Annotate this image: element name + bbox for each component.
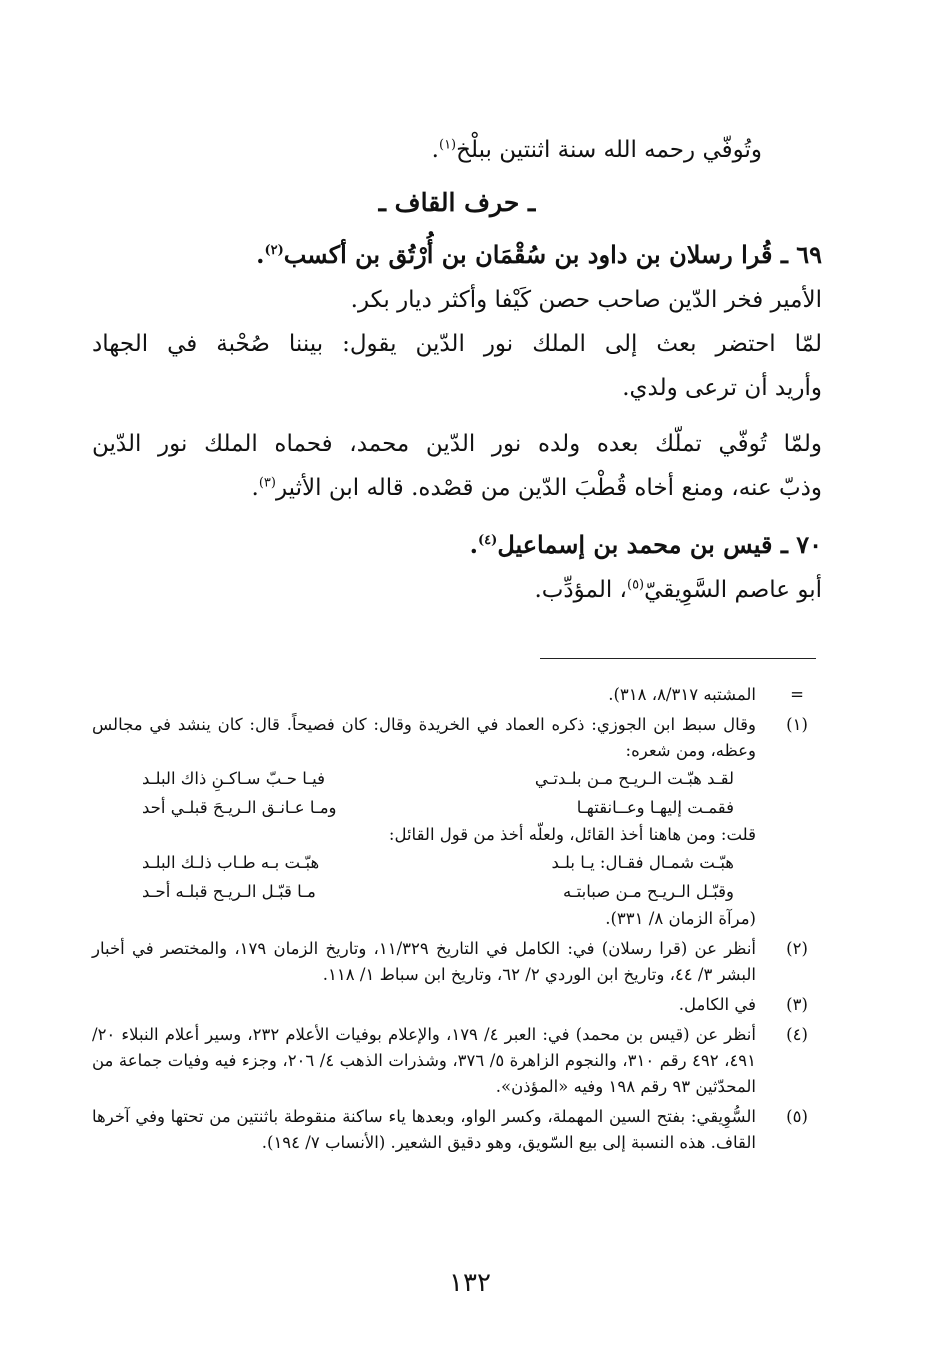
entry-69-para2-text: وذبّ عنه، ومنع أخاه قُطْبَ الدّين من قصْده. قاله ابن الأثير bbox=[275, 475, 822, 501]
entry-69-description: الأمير فخر الدّين صاحب حصن كَيْفا وأكثر ديار بكر. bbox=[350, 287, 822, 313]
poem-block bbox=[92, 764, 756, 822]
entry-69-para1-line1: لمّا احتضر بعث إلى الملك نور الدّين يقول: بيننا صُحْبة في الجهاد bbox=[92, 331, 822, 357]
hemistich: لقـد هبّـت الـريـح مـن بلـدتـي bbox=[534, 769, 734, 788]
footnote-5 bbox=[92, 1104, 822, 1156]
footnote-text: أنظر عن (قرا رسلان) في: الكامل في التاريخ ١١/٣٢٩، وتاريخ الزمان ١٧٩، والمختصر في أخبار البشر ٣/ ٤٤، وتاريخ ابن الوردي ٢/ ٦٢، وتاريخ ابن سباط ١/ ١١٨. bbox=[92, 939, 757, 984]
footnote-ref-5[interactable]: (٥) bbox=[626, 577, 645, 593]
period: . bbox=[256, 240, 265, 269]
section-heading: ـ حرف القاف ـ bbox=[378, 188, 536, 217]
hemistich: ومـا عـانـق الـريـحَ قبلـي أحد bbox=[142, 798, 337, 817]
poem-verse bbox=[142, 877, 734, 906]
death-note-text: وتُوفّي رحمه الله سنة اثنتين ببلْخ bbox=[456, 137, 762, 163]
entry-69-para2-line2 bbox=[92, 466, 822, 510]
footnote-text: السُّوِيقي: بفتح السين المهملة، وكسر الواو، وبعدها ياء ساكنة منقوطة باثنتين من تحتها وفي آخرها القاف. هذه النسبة إلى بيع السّويق، وهو دقيق الشعير. (الأنساب ٧/ ١٩٤). bbox=[92, 1107, 756, 1152]
footnote-marker: = bbox=[790, 685, 804, 704]
poem-verse bbox=[142, 764, 734, 793]
period: . bbox=[251, 475, 259, 501]
footnote-ref-2[interactable]: (٢) bbox=[264, 243, 284, 258]
footnote-ref-1[interactable]: (١) bbox=[438, 137, 457, 153]
entry-69-para2-line1: ولمّا تُوفّي تملّك بعده ولده نور الدّين محمد، فحماه الملك نور الدّين bbox=[92, 431, 822, 457]
footnote-2 bbox=[92, 936, 822, 988]
entry-70-description bbox=[92, 568, 822, 612]
hemistich: وقبّـل الـريـح مـن صبابتـه bbox=[562, 882, 734, 901]
footnote-ref-4[interactable]: (٤) bbox=[478, 533, 498, 548]
footnote-marker: (٥) bbox=[786, 1107, 808, 1126]
footnote-text: المشتبه ٨/٣١٧، ٣١٨). bbox=[608, 685, 756, 704]
hemistich: هبّـت شمـال فقـال: يـا بلـد bbox=[551, 853, 734, 872]
footnote-text: وقال سبط ابن الجوزي: ذكره العماد في الخريدة وقال: كان فصيحاً. قال: كان ينشد في مجالس وعظه، ومن شعره: bbox=[92, 715, 756, 760]
footnotes bbox=[92, 682, 822, 1160]
period: . bbox=[431, 137, 439, 163]
footnote-separator bbox=[540, 658, 816, 659]
footnote-1 bbox=[92, 712, 822, 932]
hemistich: فيـا حـبّ سـاكـنِ ذاك البلـد bbox=[142, 769, 325, 788]
poem-verse bbox=[142, 793, 734, 822]
entry-69-title bbox=[92, 232, 822, 278]
footnote-text: أنظر عن (قيس بن محمد) في: العبر ٤/ ١٧٩، والإعلام بوفيات الأعلام ٢٣٢، وسير أعلام النبلاء ٢٠/ ٤٩١، ٤٩٢ رقم ٣١٠، والنجوم الزاهرة ٥/ ٣٧٦، وشذرات الذهب ٤/ ٢٠٦، وجزء فيه وفيات جماعة من المحدّثين ٩٣ رقم ١٩٨ وفيه «المؤذن». bbox=[92, 1025, 757, 1096]
poem-verse bbox=[142, 848, 734, 877]
footnote-marker: (٤) bbox=[786, 1025, 808, 1044]
entry-69-para1-line2: وأريد أن ترعى ولدي. bbox=[622, 375, 822, 401]
footnote-3 bbox=[92, 992, 822, 1018]
entry-70-title bbox=[92, 522, 822, 568]
entry-70-desc-end: ، المؤدِّب. bbox=[534, 577, 627, 603]
hemistich: مـا قبّـل الـريـح قبلـه أحـد bbox=[142, 882, 316, 901]
footnote-marker: (١) bbox=[786, 715, 808, 734]
footnote-text: (مرآة الزمان ٨/ ٣٣١). bbox=[605, 909, 756, 928]
period: . bbox=[469, 530, 479, 559]
entry-70-desc-text: أبو عاصم السَّوِيقيّ bbox=[644, 577, 822, 603]
entry-69-title-text: ٦٩ ـ قُرا رسلان بن داود بن سُقْمَان بن أُرْتُق بن أكسب bbox=[283, 240, 822, 269]
hemistich: فقمـت إليهـا وعــانقتهـا bbox=[576, 798, 734, 817]
death-note-line bbox=[92, 128, 822, 172]
footnote-continued bbox=[92, 682, 822, 708]
footnote-4 bbox=[92, 1022, 822, 1100]
footnote-marker: (٢) bbox=[786, 939, 808, 958]
footnote-marker: (٣) bbox=[786, 995, 808, 1014]
poem-block bbox=[92, 848, 756, 906]
entry-70-title-text: ٧٠ ـ قيس بن محمد بن إسماعيل bbox=[497, 530, 822, 559]
footnote-ref-3[interactable]: (٣) bbox=[258, 475, 276, 491]
main-text bbox=[92, 128, 822, 612]
footnote-text: في الكامل. bbox=[678, 995, 756, 1014]
page-number: ١٣٢ bbox=[449, 1268, 491, 1298]
footnote-text: قلت: ومن هاهنا أخذ القائل، ولعلّه أخذ من قول القائل: bbox=[388, 825, 756, 844]
hemistich: هبّـت بـه طـاب ذلـك البلـد bbox=[142, 853, 320, 872]
